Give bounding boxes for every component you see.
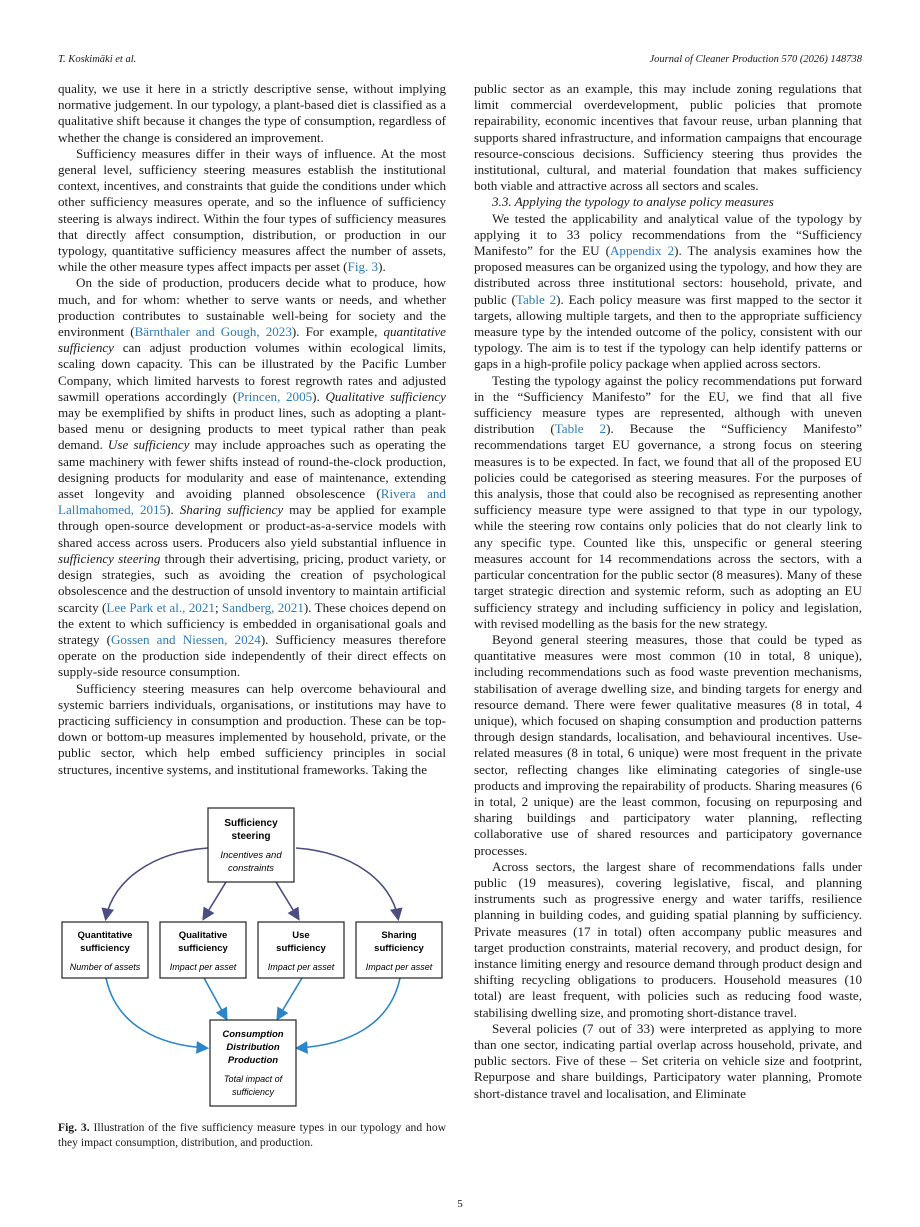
steering-sub-line2: constraints (228, 863, 274, 874)
text-run: Across sectors, the largest share of recommendations falls under public (19 measures), covering legislative, fiscal, and planning instruments such as progressive energy and water tariffs, resilience planning in building codes, and guiding spatial planning by sufficiency. Private measures (17 in total) often accompany public measures and target production constraints, material recovery, and product design, for instance limiting energy and resource demand through product design and shifting recycling obligations to producers. Household measures (10 total) are least frequent, with policies such as reducing food waste, stabilising dwelling size, and promoting short-distance travel. (474, 858, 862, 1020)
sharing-box (356, 922, 442, 978)
text-run: may be applied for example through open-source development or product-as-a-service models with shared access across users. Producers also yield substantial influence in (58, 502, 446, 550)
text-run: Testing the typology against the policy recommendations put forward in the “Sufficiency Manifesto” for the EU, we find that all five sufficiency measure types are represented, although with uneven distribution ( (474, 372, 862, 437)
text-run: ). Sufficiency measures therefore operate on the production side independently of their direct effects on supply-side resource consumption. (58, 631, 446, 680)
text-run: Several policies (7 out of 33) were interpreted as applying to more than one sector, indicating partial overlap across household, private, and public sectors. Five of these – Set criteria on vehicle size and footprint, Repurpose and share buildings, Participatory water planning, Promote short-distance travel and localisation, and Eliminate (474, 1020, 862, 1101)
citation-link[interactable]: Princen, 2005 (237, 388, 313, 404)
text-run: Sufficiency steering measures can help overcome behavioural and systemic barriers individuals, organisations, or institutions may have to practicing sufficiency in consumption and production. These can be top-down or bottom-up measures implemented by household, private, or the public sector, which help embed sufficiency principles in social structures, incentive systems, and institutional frameworks. Taking the (58, 680, 446, 777)
svg-text:Qualitative: Qualitative (178, 930, 228, 941)
paragraph (474, 81, 862, 194)
qualitative-box (160, 922, 246, 978)
text-run: Qualitative sufficiency (325, 388, 446, 404)
left-column (58, 81, 446, 778)
impact-arrow-quantitative (106, 978, 206, 1048)
running-header-journal: Journal of Cleaner Production 570 (2026) 148738 (649, 54, 862, 65)
text-run: may include approaches such as operating the same machinery with fewer shifts instead of round-the-clock production, designing products for modularity and ease of maintenance, extending asset longevity and avoiding planned obsolescence ( (58, 437, 446, 502)
text-run: through their advertising, pricing, product variety, or design strategies, such as avoiding the creation of psychological obsolescence and the destruction of unsold inventory to maintain artificial scarcity ( (58, 550, 446, 615)
steering-arrow-qualitative (204, 882, 226, 918)
citation-link[interactable]: Gossen and Niessen, 2024 (110, 631, 261, 647)
text-run: ). These choices depend on the extent to which sufficiency is embedded in organisational goals and strategy ( (58, 599, 447, 647)
text-run: ). (166, 502, 180, 518)
steering-arrow-sharing (296, 848, 398, 918)
impact-arrow-sharing (298, 978, 400, 1048)
svg-text:sufficiency: sufficiency (276, 943, 326, 954)
steering-title-line2: steering (231, 831, 271, 842)
paragraph (474, 211, 862, 373)
text-run: public sector as an example, this may include zoning regulations that limit commercial overdevelopment, public policies that promote repairability, economic incentives that favour reuse, urban planning that supports shared infrastructure, and information campaigns that encourage resource-conscious decisions. Sufficiency steering thus provides the institutional, cultural, and material foundation that makes sufficiency both viable and attractive across all sectors and scales. (474, 81, 862, 194)
text-run: sufficiency steering (58, 550, 161, 566)
typology-diagram (58, 800, 446, 1118)
impact-arrow-use (278, 978, 302, 1018)
svg-text:Consumption: Consumption (222, 1029, 284, 1040)
consumption-box (210, 1020, 296, 1106)
figure-caption (58, 1121, 446, 1150)
paragraph (474, 632, 862, 859)
citation-link[interactable]: Fig. 3 (347, 259, 379, 275)
svg-text:Impact per asset: Impact per asset (267, 962, 335, 972)
paragraph (58, 146, 446, 276)
text-run: ; (214, 599, 222, 615)
citation-link[interactable]: Rivera and Lallmahomed, 2015 (58, 486, 446, 518)
citation-link[interactable]: Table 2 (515, 291, 557, 307)
figure-caption-text: Illustration of the five sufficiency measure types in our typology and how they impact consumption, distribution, and production. (58, 1121, 446, 1149)
svg-text:sufficiency: sufficiency (374, 943, 424, 954)
svg-text:sufficiency: sufficiency (178, 943, 228, 954)
text-run: Beyond general steering measures, those that could be typed as quantitative measures were most common (10 in total, 8 unique), including recommendations such as food waste prevention mechanisms, stabilisation of average dwelling size, and binding targets for energy and resource demand. There were fewer qualitative measures (8 in total, 4 unique), which focused on shaping consumption and production patterns through design standards, localisation, and behavioural incentives. Use-related measures (8 in total, 6 unique) were most frequent in the private sector, reflecting changes like eliminating categories of single-use products and improving the repairability of products. Sharing measures (6 in total, 2 unique) are the least common, focusing on repurposing and sharing buildings and participatory water planning, reflecting collaborative use of shared resources and participatory governance processes. (474, 631, 862, 858)
section-heading: 3.3. Applying the typology to analyse policy measures (492, 194, 774, 210)
text-run: ). Each policy measure was first mapped to the sector it targets, allowing multiple targets, and then to the appropriate sufficiency measure type by the intended outcome of the policy, consistent with our typology. The aim is to test if the typology can help identify patterns or gaps in a high-profile policy package when applied across sectors. (474, 291, 862, 372)
svg-text:sufficiency: sufficiency (231, 1087, 275, 1097)
paragraph (474, 1021, 862, 1102)
text-run: ). The analysis examines how the proposed measures can be organized using the typology, and how they are distributed across three institutional sectors: household, private, and public ( (474, 243, 862, 307)
steering-title-line1: Sufficiency (224, 818, 278, 829)
text-run: quality, we use it here in a strictly descriptive sense, without implying normative judgement. In our typology, a plant-based diet is classified as a qualitative shift because it changes the type of consumption, regardless of whether the change is considered an improvement. (58, 81, 446, 145)
text-run: Sharing sufficiency (179, 502, 284, 518)
text-run: quantitative sufficiency (58, 324, 446, 356)
svg-text:Distribution: Distribution (226, 1042, 280, 1053)
quantitative-box (62, 922, 148, 978)
svg-text:Number of assets: Number of assets (69, 962, 141, 972)
impact-arrow-qualitative (204, 978, 226, 1018)
text-run: We tested the applicability and analytical value of the typology by applying it to 33 policy recommendations from the “Sufficiency Manifesto” for the EU ( (474, 210, 862, 259)
text-run: ). (378, 259, 386, 275)
steering-arrow-use (276, 882, 298, 918)
svg-text:Quantitative: Quantitative (77, 930, 133, 941)
text-run: Sufficiency measures differ in their ways of influence. At the most general level, sufficiency steering measures establish the institutional context, incentives, and constraints that guide the conditions under which other sufficiency measures operate, and so the influence of sufficiency steering is always indirect. Within the four types of sufficiency measures that directly affect consumption, distribution, or production in our typology, quantitative sufficiency measures affect the number of assets, while the other measure types affect impacts per asset ( (58, 145, 446, 275)
svg-text:Production: Production (227, 1055, 279, 1066)
svg-text:Impact per asset: Impact per asset (169, 962, 237, 972)
running-header-authors: T. Koskimäki et al. (58, 54, 137, 65)
paragraph (58, 681, 446, 778)
text-run: Use sufficiency (107, 437, 190, 453)
svg-text:Total impact of: Total impact of (223, 1074, 283, 1084)
paragraph (474, 373, 862, 632)
steering-box (208, 808, 294, 882)
steering-arrow-quantitative (106, 848, 208, 918)
text-run: ). Because the “Sufficiency Manifesto” recommendations target EU governance, a strong focus on steering measures is to be expected. In fact, we found that all of the proposed EU policies could be categorised as steering measures. For the purposes of this analysis, those that could also be recognised as representing another sufficiency measure type were assigned to that type in our typology, while the steering row contains only policies that do not clearly link to any specific type. Counted like this, unspecific or general steering measures account for 14 recommendations across the sectors, with a particular concentration for the public sector (8 measures). Many of these target strategic direction and systemic reform, such as adopting an EU sufficiency strategy and including sufficiency in policy and legislation, with revised modelling as the basis for the new strategy. (474, 421, 863, 631)
citation-link[interactable]: Lee Park et al., 2021 (106, 599, 215, 615)
text-run: can adjust production volumes within ecological limits, scaling down capacity. This can be illustrated by the Pacific Lumber Company, which limited harvests to forest regrowth rates and adjusted sawmill operations accordingly ( (58, 340, 446, 404)
figure-3 (58, 800, 446, 1118)
text-run: ). (312, 388, 326, 404)
text-run: may be exemplified by shifts in product lines, such as adopting a plant-based menu or designing products to meet typical rather than peak demand. (58, 405, 446, 453)
paragraph (474, 859, 862, 1021)
svg-text:Impact per asset: Impact per asset (365, 962, 433, 972)
citation-link[interactable]: Table 2 (554, 421, 607, 437)
paragraph (58, 275, 446, 680)
citation-link[interactable]: Sandberg, 2021 (221, 599, 304, 615)
use-box (258, 922, 344, 978)
svg-text:sufficiency: sufficiency (80, 943, 130, 954)
svg-text:Use: Use (292, 930, 310, 941)
citation-link[interactable]: Bärnthaler and Gough, 2023 (134, 324, 292, 340)
text-run: On the side of production, producers decide what to produce, how much, and for whom: whether to serve wants or needs, and whether production contributes to sustainable well-being for society and the environment ( (58, 275, 446, 340)
page-number: 5 (457, 1198, 463, 1210)
text-run: ). For example, (291, 324, 384, 340)
figure-caption-label: Fig. 3. (58, 1121, 90, 1134)
steering-sub-line1: Incentives and (220, 850, 282, 861)
svg-text:Sharing: Sharing (381, 930, 417, 941)
citation-link[interactable]: Appendix 2 (609, 243, 675, 259)
right-column (474, 81, 862, 1102)
paragraph (58, 81, 446, 146)
